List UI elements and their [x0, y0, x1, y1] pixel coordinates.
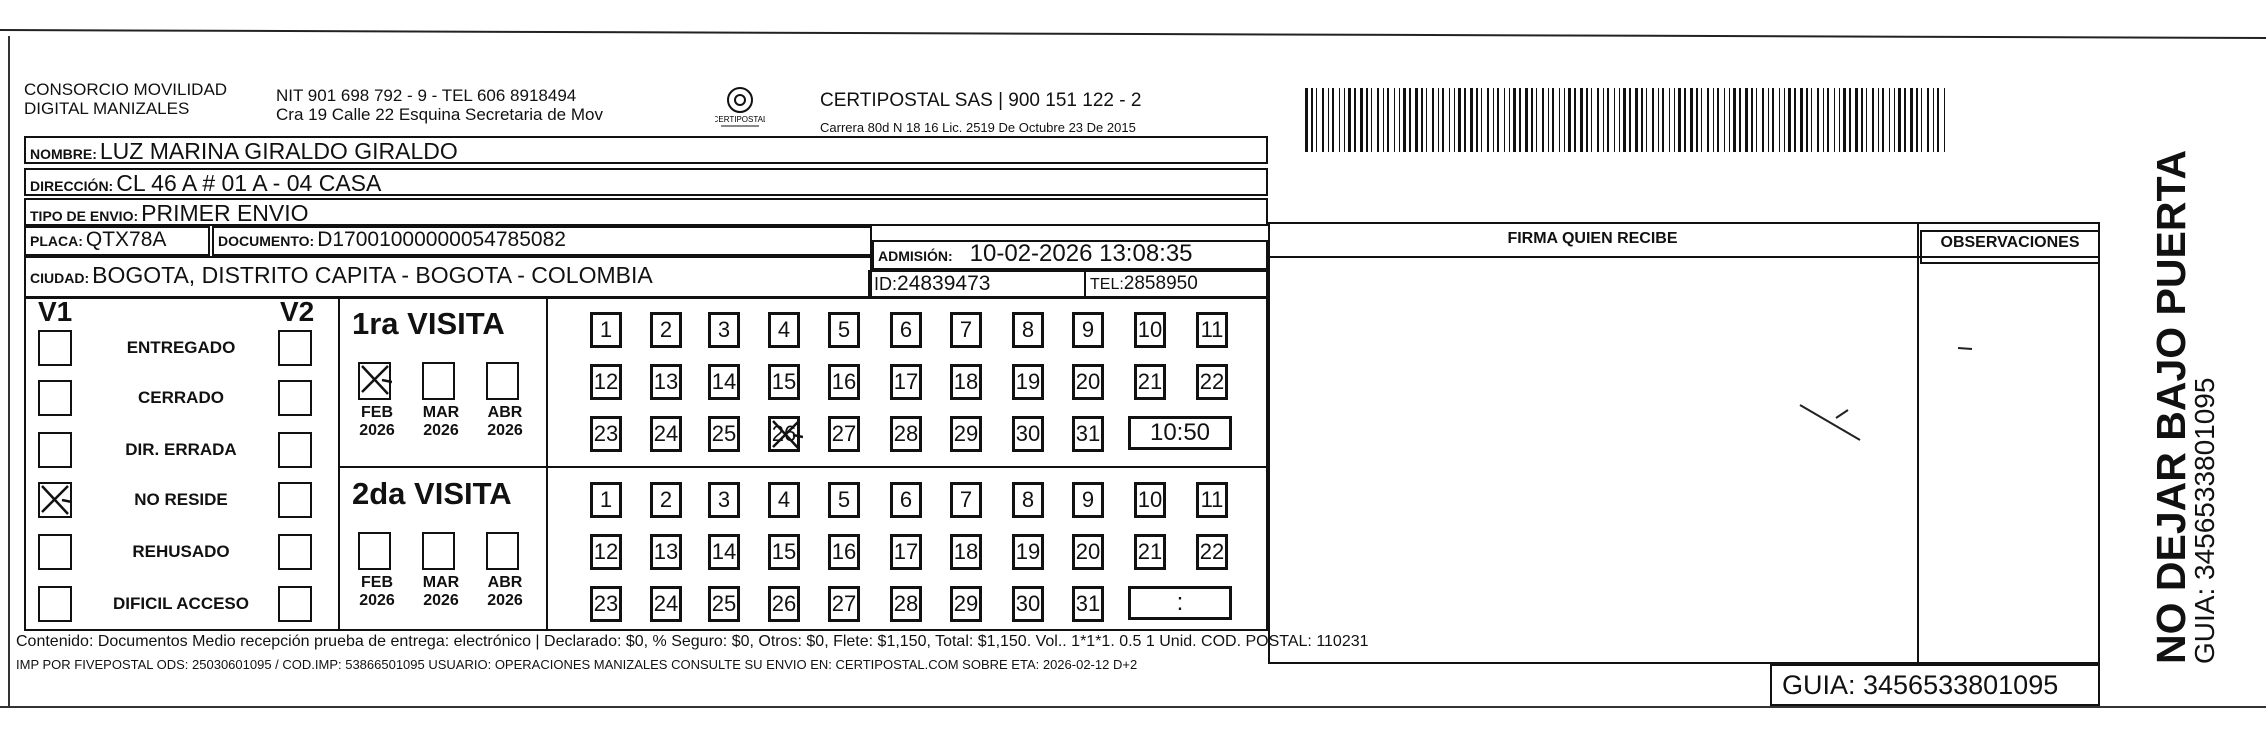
barcode-bar [1432, 88, 1434, 152]
barcode-bar [1768, 88, 1769, 152]
tel-cell [1084, 270, 1268, 298]
barcode-bar [1904, 88, 1906, 152]
barcode-bar [1464, 88, 1466, 152]
barcode-bar [1568, 88, 1571, 152]
day-box-v1-6[interactable]: 6 [890, 312, 922, 348]
barcode-bar [1662, 88, 1664, 152]
top-edge-line [0, 29, 2266, 39]
barcode-bar [1889, 88, 1890, 152]
month-box-v1-2[interactable] [486, 362, 519, 400]
row-nombre [24, 136, 1268, 164]
footer-content: Contenido: Documentos Medio recepción prueba de entrega: electrónico | Declarado: $0, % Seguro: $0, Otros: $0, Flete: $1,150, Total: $1,150. Vol.. 1*1*1. 0.5 1 Unid. COD. POSTAL: 110231 [16, 633, 1369, 650]
v2-checkbox-4[interactable] [278, 534, 312, 570]
day-box-v2-29[interactable]: 29 [950, 586, 982, 622]
documento-cell [212, 226, 872, 256]
month-year: 2026 [359, 592, 395, 609]
time-box-v1[interactable]: 10:50 [1128, 416, 1232, 450]
barcode-bar [1933, 88, 1934, 152]
barcode-bar [1311, 88, 1313, 152]
day-box-v1-27[interactable]: 27 [828, 416, 860, 452]
day-box-v1-13[interactable]: 13 [650, 364, 682, 400]
barcode-bar [1519, 88, 1521, 152]
barcode-bar [1377, 88, 1379, 152]
day-box-v1-21[interactable]: 21 [1134, 364, 1166, 400]
month-label-v1-1 [416, 404, 466, 440]
barcode-bar [1629, 88, 1631, 152]
v1-checkbox-4[interactable] [38, 534, 72, 570]
firma-label: FIRMA QUIEN RECIBE [1507, 230, 1678, 247]
guia-number-box: GUIA: 3456533801095 [1770, 664, 2100, 706]
observaciones-header-box [1920, 230, 2100, 264]
id-label: ID: [874, 274, 898, 294]
barcode-bar [1415, 88, 1418, 152]
barcode-bar [1591, 88, 1592, 152]
barcode-bar [1548, 88, 1549, 152]
day-box-v2-9[interactable]: 9 [1072, 482, 1104, 518]
month-box-v2-1[interactable] [422, 532, 455, 570]
admision-cell [872, 240, 1268, 270]
direccion-label: DIRECCIÓN: [30, 178, 114, 194]
day-box-v1-30[interactable]: 30 [1012, 416, 1044, 452]
barcode-bar [1762, 88, 1764, 152]
barcode-bar [1839, 88, 1840, 152]
day-box-v1-23[interactable]: 23 [590, 416, 622, 452]
barcode-bar [1872, 88, 1874, 152]
barcode-bar [1707, 88, 1709, 152]
placa-value: QTX78A [85, 228, 167, 251]
barcode-bar [1394, 88, 1395, 152]
barcode-bar [1772, 88, 1774, 152]
barcode-bar [1794, 88, 1796, 152]
barcode-bar [1916, 88, 1918, 152]
placa-label: PLACA: [30, 233, 83, 249]
month-box-v2-0[interactable] [358, 532, 391, 570]
nit-line: NIT 901 698 792 - 9 - TEL 606 8918494 [276, 86, 577, 105]
barcode-bar [1751, 88, 1753, 152]
barcode-bar [1937, 88, 1939, 152]
v2-checkbox-1[interactable] [278, 380, 312, 416]
logo-text: CERTIPOSTAL [715, 115, 765, 124]
day-box-v2-3[interactable]: 3 [708, 482, 740, 518]
v2-heading: V2 [280, 296, 315, 327]
day-box-v2-5[interactable]: 5 [828, 482, 860, 518]
day-box-v2-22[interactable]: 22 [1196, 534, 1228, 570]
barcode-bar [1513, 88, 1516, 152]
barcode-bar [1497, 88, 1499, 152]
barcode-bar [1426, 88, 1427, 152]
signature-divider [1917, 222, 1919, 664]
month-name: ABR [487, 574, 523, 591]
barcode-bar [1504, 88, 1505, 152]
v1-heading: V1 [38, 296, 73, 327]
barcode-bar [1487, 88, 1489, 152]
barcode-bar [1354, 88, 1356, 152]
barcode-bar [1531, 88, 1533, 152]
month-name: FEB [361, 574, 393, 591]
status-label-4: REHUSADO [132, 542, 230, 561]
barcode-bar [1509, 88, 1510, 152]
day-box-v2-15[interactable]: 15 [768, 534, 800, 570]
barcode-bar [1371, 88, 1372, 152]
barcode-bar [1322, 88, 1324, 152]
month-box-v1-1[interactable] [422, 362, 455, 400]
barcode-bar [1878, 88, 1879, 152]
id-value: 24839473 [897, 272, 991, 295]
company-line-1: CONSORCIO MOVILIDAD [24, 80, 228, 99]
barcode-bar [1614, 88, 1615, 152]
barcode-bar [1449, 88, 1450, 152]
day-box-v1-1[interactable]: 1 [590, 312, 622, 348]
month-name: MAR [422, 574, 460, 591]
barcode-bar [1690, 88, 1693, 152]
barcode-bar [1861, 88, 1863, 152]
barcode-bar [1646, 88, 1647, 152]
barcode-bar [1849, 88, 1851, 152]
month-name: MAR [422, 404, 460, 421]
v2-checkbox-5[interactable] [278, 586, 312, 622]
barcode-bar [1619, 88, 1620, 152]
barcode-bar [1843, 88, 1846, 152]
barcode-bar [1817, 88, 1819, 152]
barcode-bar [1438, 88, 1439, 152]
barcode-bar [1652, 88, 1654, 152]
row-direccion [24, 168, 1268, 196]
barcode-bar [1684, 88, 1686, 152]
barcode-bar [1882, 88, 1884, 152]
barcode-bar [1623, 88, 1626, 152]
barcode-bar [1834, 88, 1835, 152]
day-box-v2-7[interactable]: 7 [950, 482, 982, 518]
day-box-v2-2[interactable]: 2 [650, 482, 682, 518]
nombre-label: NOMBRE: [30, 146, 97, 162]
barcode-bar [1717, 88, 1719, 152]
barcode-bar [1733, 88, 1736, 152]
day-box-v1-24[interactable]: 24 [650, 416, 682, 452]
day-box-v1-18[interactable]: 18 [950, 364, 982, 400]
day-box-v1-5[interactable]: 5 [828, 312, 860, 348]
day-box-v2-27[interactable]: 27 [828, 586, 860, 622]
barcode-bar [1603, 88, 1604, 152]
barcode-bar [1607, 88, 1609, 152]
month-label-v2-1 [416, 574, 466, 610]
day-box-v1-22[interactable]: 22 [1196, 364, 1228, 400]
barcode-bar [1481, 88, 1482, 152]
barcode-bar [1866, 88, 1867, 152]
day-box-v2-8[interactable]: 8 [1012, 482, 1044, 518]
barcode-bar [1348, 88, 1351, 152]
barcode-bar [1800, 88, 1803, 152]
tipo-value: PRIMER ENVIO [141, 200, 309, 226]
month-label-v1-2 [480, 404, 530, 440]
day-box-v2-21[interactable]: 21 [1134, 534, 1166, 570]
left-edge-line [8, 36, 10, 706]
day-box-v1-3[interactable]: 3 [708, 312, 740, 348]
month-year: 2026 [487, 592, 523, 609]
day-box-v1-19[interactable]: 19 [1012, 364, 1044, 400]
direccion-value: CL 46 A # 01 A - 04 CASA [116, 170, 382, 196]
v2-checkbox-0[interactable] [278, 330, 312, 366]
v1-checkbox-3[interactable] [38, 482, 72, 518]
day-box-v1-2[interactable]: 2 [650, 312, 682, 348]
barcode-bar [1366, 88, 1368, 152]
barcode-bar [1339, 88, 1340, 152]
side-guia: GUIA: 3456533801095 [2189, 377, 2220, 664]
day-box-v2-28[interactable]: 28 [890, 586, 922, 622]
day-box-v1-29[interactable]: 29 [950, 416, 982, 452]
company-name [24, 80, 227, 118]
day-box-v1-8[interactable]: 8 [1012, 312, 1044, 348]
barcode-bar [1597, 88, 1599, 152]
day-box-v2-30[interactable]: 30 [1012, 586, 1044, 622]
ciudad-cell [24, 256, 872, 298]
courier-address: Carrera 80d N 18 16 Lic. 2519 De Octubre 23 De 2015 [820, 120, 1136, 135]
v2-checkbox-2[interactable] [278, 432, 312, 468]
placa-cell [24, 226, 210, 256]
barcode-bar [1927, 88, 1929, 152]
month-year: 2026 [487, 422, 523, 439]
barcode-bar [1894, 88, 1895, 152]
barcode-bar [1458, 88, 1461, 152]
v1-checkbox-5[interactable] [38, 586, 72, 622]
barcode-bar [1806, 88, 1808, 152]
v1-checkbox-0[interactable] [38, 330, 72, 366]
barcode-bar [1470, 88, 1473, 152]
barcode-bar [1564, 88, 1565, 152]
month-separator [546, 297, 548, 631]
barcode-bar [1586, 88, 1588, 152]
month-box-v1-0[interactable] [358, 362, 391, 400]
v1-checkbox-2[interactable] [38, 432, 72, 468]
day-box-v1-11[interactable]: 11 [1196, 312, 1228, 348]
sender-info [276, 86, 603, 124]
tel-value: 2858950 [1123, 273, 1198, 294]
day-box-v1-16[interactable]: 16 [828, 364, 860, 400]
day-box-v1-14[interactable]: 14 [708, 364, 740, 400]
barcode-bar [1739, 88, 1741, 152]
day-box-v2-26[interactable]: 26 [768, 586, 800, 622]
tipo-label: TIPO DE ENVIO: [30, 208, 139, 224]
month-label-v1-0 [352, 404, 402, 440]
row-tipo-envio [24, 198, 1268, 226]
day-box-v2-14[interactable]: 14 [708, 534, 740, 570]
barcode-bar [1855, 88, 1858, 152]
day-box-v2-13[interactable]: 13 [650, 534, 682, 570]
admision-label: ADMISIÓN: [878, 248, 953, 264]
barcode-bar [1669, 88, 1670, 152]
barcode-bar [1944, 88, 1945, 152]
company-line-2: DIGITAL MANIZALES [24, 99, 190, 118]
day-box-v2-17[interactable]: 17 [890, 534, 922, 570]
courier-name: CERTIPOSTAL SAS | 900 151 122 - 2 [820, 90, 1142, 111]
status-label-0: ENTREGADO [126, 338, 236, 357]
v1-checkbox-1[interactable] [38, 380, 72, 416]
status-label-3: NO RESIDE [134, 490, 228, 509]
barcode-bar [1635, 88, 1638, 152]
barcode-bar [1910, 88, 1913, 152]
month-box-v2-2[interactable] [486, 532, 519, 570]
time-box-v2[interactable]: : [1128, 586, 1232, 620]
month-label-v2-0 [352, 574, 402, 610]
status-label-2: DIR. ERRADA [125, 440, 237, 459]
barcode-bar [1788, 88, 1791, 152]
day-box-v1-26[interactable]: 26 [768, 416, 800, 452]
no-dejar-warning: NO DEJAR BAJO PUERTA [2148, 149, 2194, 664]
day-box-v2-19[interactable]: 19 [1012, 534, 1044, 570]
day-box-v1-9[interactable]: 9 [1072, 312, 1104, 348]
day-box-v2-4[interactable]: 4 [768, 482, 800, 518]
barcode-bar [1559, 88, 1560, 152]
barcode [1305, 88, 1950, 152]
day-box-v1-4[interactable]: 4 [768, 312, 800, 348]
status-separator [338, 297, 340, 631]
visit-separator [340, 466, 1268, 468]
barcode-bar [1641, 88, 1643, 152]
side-text [2148, 150, 2221, 664]
footer-print-info: IMP POR FIVEPOSTAL ODS: 25030601095 / COD.IMP: 53866501095 USUARIO: OPERACIONES MANIZALES CONSULTE SU ENVIO EN: CERTIPOSTAL.COM SOBRE ETA: 2026-02-12 D+2 [16, 657, 1138, 672]
status-label-1: CERRADO [138, 388, 224, 407]
nombre-value: LUZ MARINA GIRALDO GIRALDO [99, 138, 458, 164]
barcode-bar [1360, 88, 1363, 152]
day-box-v2-23[interactable]: 23 [590, 586, 622, 622]
tel-label: TEL: [1090, 276, 1124, 293]
day-box-v1-12[interactable]: 12 [590, 364, 622, 400]
day-box-v1-31[interactable]: 31 [1072, 416, 1104, 452]
barcode-bar [1421, 88, 1423, 152]
month-year: 2026 [423, 422, 459, 439]
day-box-v2-25[interactable]: 25 [708, 586, 740, 622]
bottom-edge-line [0, 706, 2266, 708]
first-visit-title: 1ra VISITA [352, 306, 505, 341]
barcode-bar [1399, 88, 1400, 152]
day-box-v2-16[interactable]: 16 [828, 534, 860, 570]
day-box-v1-28[interactable]: 28 [890, 416, 922, 452]
barcode-bar [1696, 88, 1698, 152]
barcode-bar [1574, 88, 1576, 152]
barcode-bar [1542, 88, 1544, 152]
barcode-bar [1827, 88, 1829, 152]
barcode-bar [1383, 88, 1384, 152]
barcode-bar [1536, 88, 1537, 152]
barcode-bar [1713, 88, 1714, 152]
day-box-v2-1[interactable]: 1 [590, 482, 622, 518]
month-year: 2026 [359, 422, 395, 439]
barcode-bar [1316, 88, 1317, 152]
certipostal-logo [715, 84, 765, 132]
day-box-v1-17[interactable]: 17 [890, 364, 922, 400]
barcode-bar [1552, 88, 1554, 152]
second-visit-title: 2da VISITA [352, 476, 512, 511]
ciudad-label: CIUDAD: [30, 270, 90, 286]
day-box-v2-10[interactable]: 10 [1134, 482, 1166, 518]
barcode-bar [1305, 88, 1308, 152]
barcode-bar [1898, 88, 1901, 152]
day-box-v2-24[interactable]: 24 [650, 586, 682, 622]
ciudad-value: BOGOTA, DISTRITO CAPITA - BOGOTA - COLOMBIA [92, 262, 653, 288]
month-label-v2-2 [480, 574, 530, 610]
day-box-v1-7[interactable]: 7 [950, 312, 982, 348]
barcode-bar [1493, 88, 1494, 152]
barcode-bar [1476, 88, 1478, 152]
day-box-v1-20[interactable]: 20 [1072, 364, 1104, 400]
barcode-bar [1580, 88, 1583, 152]
day-box-v2-18[interactable]: 18 [950, 534, 982, 570]
day-box-v2-31[interactable]: 31 [1072, 586, 1104, 622]
barcode-bar [1678, 88, 1681, 152]
documento-value: D17001000000054785082 [317, 228, 566, 251]
observaciones-label: OBSERVACIONES [1940, 234, 2080, 251]
barcode-bar [1674, 88, 1675, 152]
id-cell [868, 270, 1086, 298]
barcode-bar [1729, 88, 1730, 152]
barcode-bar [1779, 88, 1780, 152]
barcode-bar [1658, 88, 1659, 152]
day-box-v2-20[interactable]: 20 [1072, 534, 1104, 570]
barcode-bar [1344, 88, 1345, 152]
barcode-bar [1442, 88, 1444, 152]
month-year: 2026 [423, 592, 459, 609]
barcode-bar [1823, 88, 1824, 152]
barcode-bar [1756, 88, 1757, 152]
barcode-bar [1811, 88, 1812, 152]
documento-label: DOCUMENTO: [218, 233, 315, 249]
v2-checkbox-3[interactable] [278, 482, 312, 518]
status-label-5: DIFICIL ACCESO [112, 594, 249, 613]
barcode-bar [1328, 88, 1329, 152]
month-name: ABR [487, 404, 523, 421]
day-box-v2-12[interactable]: 12 [590, 534, 622, 570]
barcode-bar [1724, 88, 1725, 152]
barcode-bar [1701, 88, 1702, 152]
signature-box [1268, 222, 2100, 664]
barcode-bar [1403, 88, 1406, 152]
barcode-bar [1525, 88, 1528, 152]
barcode-bar [1454, 88, 1455, 152]
day-box-v2-6[interactable]: 6 [890, 482, 922, 518]
barcode-bar [1409, 88, 1411, 152]
barcode-bar [1387, 88, 1389, 152]
day-box-v1-25[interactable]: 25 [708, 416, 740, 452]
barcode-bar [1745, 88, 1748, 152]
barcode-bar [1784, 88, 1785, 152]
month-name: FEB [361, 404, 393, 421]
day-box-v1-15[interactable]: 15 [768, 364, 800, 400]
admision-value: 10-02-2026 13:08:35 [969, 240, 1193, 267]
barcode-bar [1921, 88, 1922, 152]
day-box-v1-10[interactable]: 10 [1134, 312, 1166, 348]
barcode-bar [1332, 88, 1334, 152]
sender-address: Cra 19 Calle 22 Esquina Secretaria de Mov [276, 105, 603, 124]
day-box-v2-11[interactable]: 11 [1196, 482, 1228, 518]
